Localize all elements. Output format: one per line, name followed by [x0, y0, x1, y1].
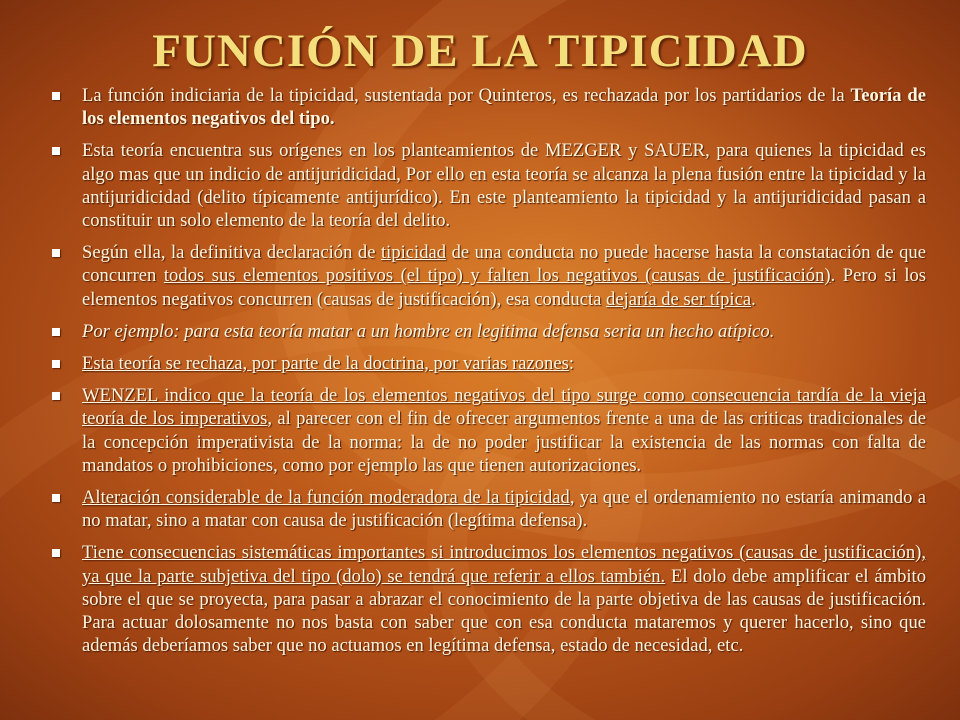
bullet-text: Según ella, la definitiva declaración de: [82, 242, 381, 264]
underlined-term: todos sus elementos positivos (el tipo) y falten los negativos (causas de justificación): [163, 265, 831, 287]
bullet-square-icon: [52, 549, 60, 557]
bullet-square-icon: [52, 392, 60, 400]
underlined-term: Tiene consecuencias sistemáticas importantes si introducimos los elementos negativos (causas de justificación), ya que la parte subjetiva del tipo (dolo) se tendrá que referir a ellos también.: [82, 542, 926, 587]
bullet-list: [52, 84, 926, 666]
bullet-text: .: [751, 288, 756, 310]
italic-example: Por ejemplo: para esta teoría matar a un hombre en legitima defensa seria un hecho atípico.: [82, 320, 775, 342]
bullet-text: :: [568, 353, 574, 375]
list-item: [52, 84, 926, 130]
bullet-text: , ya que el ordenamiento no estaría animando a no matar, sino a matar con causa de justificación (legítima defensa).: [82, 487, 926, 532]
underlined-term: WENZEL indico que la teoría de los elementos negativos del tipo surge como consecuencia tardía de la vieja teoría de los imperativos: [82, 385, 926, 430]
underlined-term: tipicidad: [381, 242, 447, 264]
bullet-square-icon: [52, 249, 60, 257]
list-item: [52, 320, 926, 343]
list-item: [52, 241, 926, 311]
bullet-text: , al parecer con el fin de ofrecer argumentos frente a una de las criticas tradicionales de la concepción imperativista de la norma: la de no poder justificar la existencia de las normas con falta de mandatos o prohibiciones, como por ejemplo las que tienen autorizaciones.: [82, 408, 927, 476]
bold-term: Teoría de los elementos negativos del tipo.: [82, 85, 926, 130]
bullet-text: La función indiciaria de la tipicidad, sustentada por Quinteros, es rechazada por los partidarios de la: [82, 85, 851, 106]
list-item: [52, 541, 926, 657]
list-item: [52, 139, 926, 232]
slide-title: FUNCIÓN DE LA TIPICIDAD: [152, 25, 808, 77]
underlined-term: Alteración considerable de la función moderadora de la tipicidad: [82, 487, 570, 509]
bullet-square-icon: [52, 92, 60, 100]
bullet-square-icon: [52, 360, 60, 368]
underlined-term: dejaría de ser típica: [606, 288, 752, 310]
bullet-text: Esta teoría encuentra sus orígenes en los planteamientos de MEZGER y SAUER, para quienes la tipicidad es algo mas que un indicio de antijuridicidad, Por ello en esta teoría se alcanza la plena fusión entre la tipicidad y la antijuridicidad (delito típicamente antijurídico). En este planteamiento la tipicidad y la antijuridicidad pasan a constituir un solo elemento de la teoría del delito.: [82, 140, 926, 232]
bullet-square-icon: [52, 494, 60, 502]
underlined-term: Esta teoría se rechaza, por parte de la doctrina, por varias razones: [82, 353, 569, 375]
bullet-square-icon: [52, 328, 60, 336]
bullet-square-icon: [52, 147, 60, 155]
list-item: [52, 486, 926, 532]
list-item: [52, 384, 926, 477]
list-item: [52, 352, 926, 375]
bullet-text: de una conducta no puede hacerse hasta la constatación de que concurren: [82, 242, 926, 287]
bullet-text: . Pero si los elementos negativos concurren (causas de justificación), esa conducta: [82, 265, 927, 310]
bullet-text: El dolo debe amplificar el ámbito sobre el que se proyecta, para pasar a abrazar el conocimiento de la parte objetiva de las causas de justificación. Para actuar dolosamente no nos basta con saber que con esa conducta mataremos y querer hacerlo, sino que además deberíamos saber que no actuamos en legítima defensa, estado de necesidad, etc.: [82, 565, 926, 657]
